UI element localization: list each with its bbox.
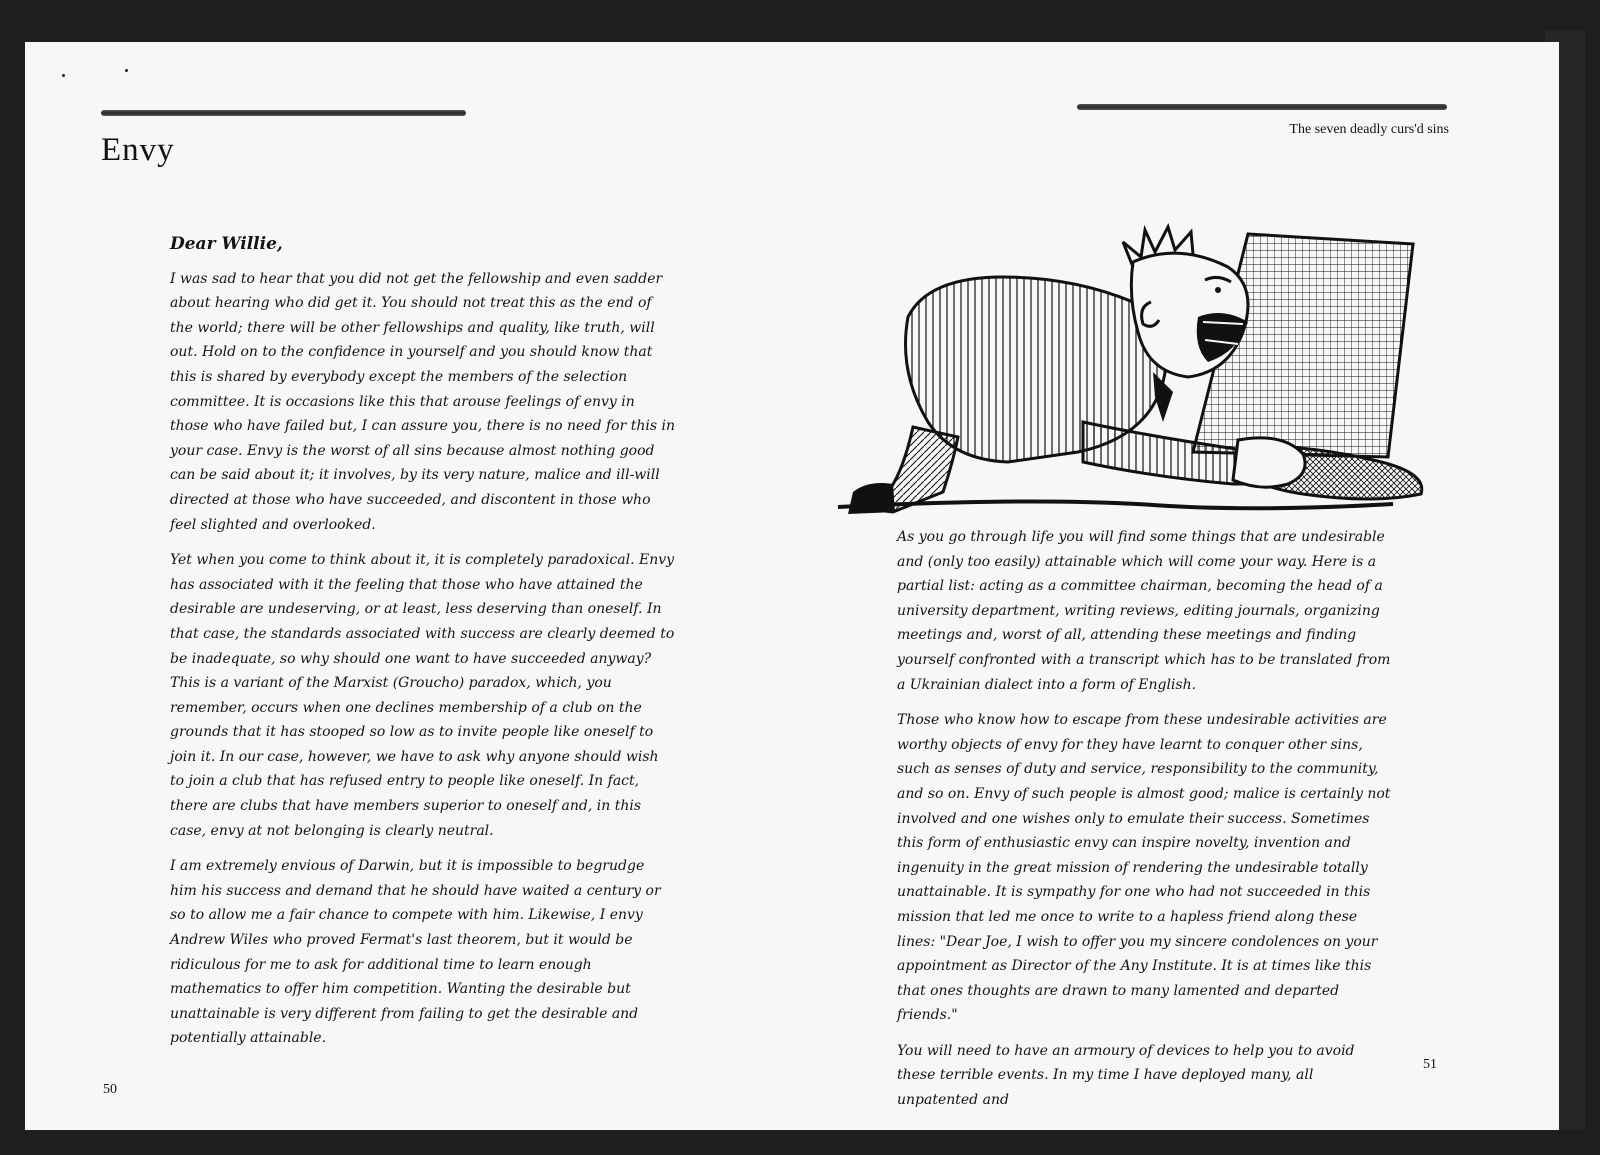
right-column [897,525,1392,1124]
right-header-rule [1077,104,1447,110]
paragraph: Those who know how to escape from these undesirable activities are worthy objects of envy for they have learnt to conquer other sins, such as senses of duty and service, responsibility to the community, and so on. Envy of such people is almost good; malice is certainly not involved and one wishes only to emulate their success. Sometimes this form of enthusiastic envy can inspire novelty, invention and ingenuity in the great mission of rendering the undesirable totally unattainable. It is sympathy for one who had not succeeded in this mission that led me once to write to a hapless friend along these lines: "Dear Joe, I wish to offer you my sincere condolences on your appointment as Director of the Any Institute. It is at times like this that ones thoughts are drawn to many lamented and departed friends." [897,712,1391,1024]
paragraph: You will need to have an armoury of devices to help you to avoid these terrible events. In my time I have deployed many, all unpatented and [897,1042,1355,1109]
envy-illustration [833,222,1433,517]
chapter-title: Envy [101,132,175,168]
running-head: The seven deadly curs'd sins [1289,122,1449,137]
paragraph: I was sad to hear that you did not get the fellowship and even sadder about hearing who did get it. You should not treat this as the end of the world; there will be other fellowships and quality, like truth, will out. Hold on to the confidence in yourself and you should know that this is shared by everybody except the members of the selection committee. It is occasions like this that arouse feelings of envy in those who have failed but, I can assure you, there is no need for this in your case. Envy is the worst of all sins because almost nothing good can be said about it; it involves, by its very nature, malice and ill-will directed at those who have succeeded, and discontent in those who feel slighted and overlooked. [170,270,675,533]
page-number-left: 50 [103,1082,117,1097]
ink-speck [125,69,128,72]
left-column [170,232,675,1062]
salutation: Dear Willie, [170,234,283,254]
paragraph: As you go through life you will find some things that are undesirable and (only too easily) attainable which will come your way. Here is a partial list: acting as a committee chairman, becoming the head of a university department, writing reviews, editing journals, organizing meetings and, worst of all, attending these meetings and finding yourself confronted with a transcript which has to be translated from a Ukrainian dialect into a form of English. [897,529,1391,693]
page-number-right: 51 [1423,1057,1437,1072]
paragraph: Yet when you come to think about it, it is completely paradoxical. Envy has associated with it the feeling that those who have attained the desirable are undeserving, or at least, less deserving than oneself. In that case, the standards associated with success are clearly deemed to be inadequate, so why should one want to have succeeded anyway? This is a variant of the Marxist (Groucho) paradox, which, you remember, occurs when one declines membership of a club on the grounds that it has stooped so low as to invite people like oneself to join it. In our case, however, we have to ask why anyone should wish to join a club that has refused entry to people like oneself. In fact, there are clubs that have members superior to oneself and, in this case, envy at not belonging is clearly neutral. [170,552,675,839]
book-spread [25,42,1559,1130]
left-header-rule [101,110,466,116]
ink-speck [62,74,65,77]
paragraph: I am extremely envious of Darwin, but it is impossible to begrudge him his success and demand that he should have waited a century or so to allow me a fair chance to compete with him. Likewise, I envy Andrew Wiles who proved Fermat's last theorem, but it would be ridiculous for me to ask for additional time to learn enough mathematics to offer him competition. Wanting the desirable but unattainable is very different from failing to get the desirable and potentially attainable. [170,858,661,1047]
